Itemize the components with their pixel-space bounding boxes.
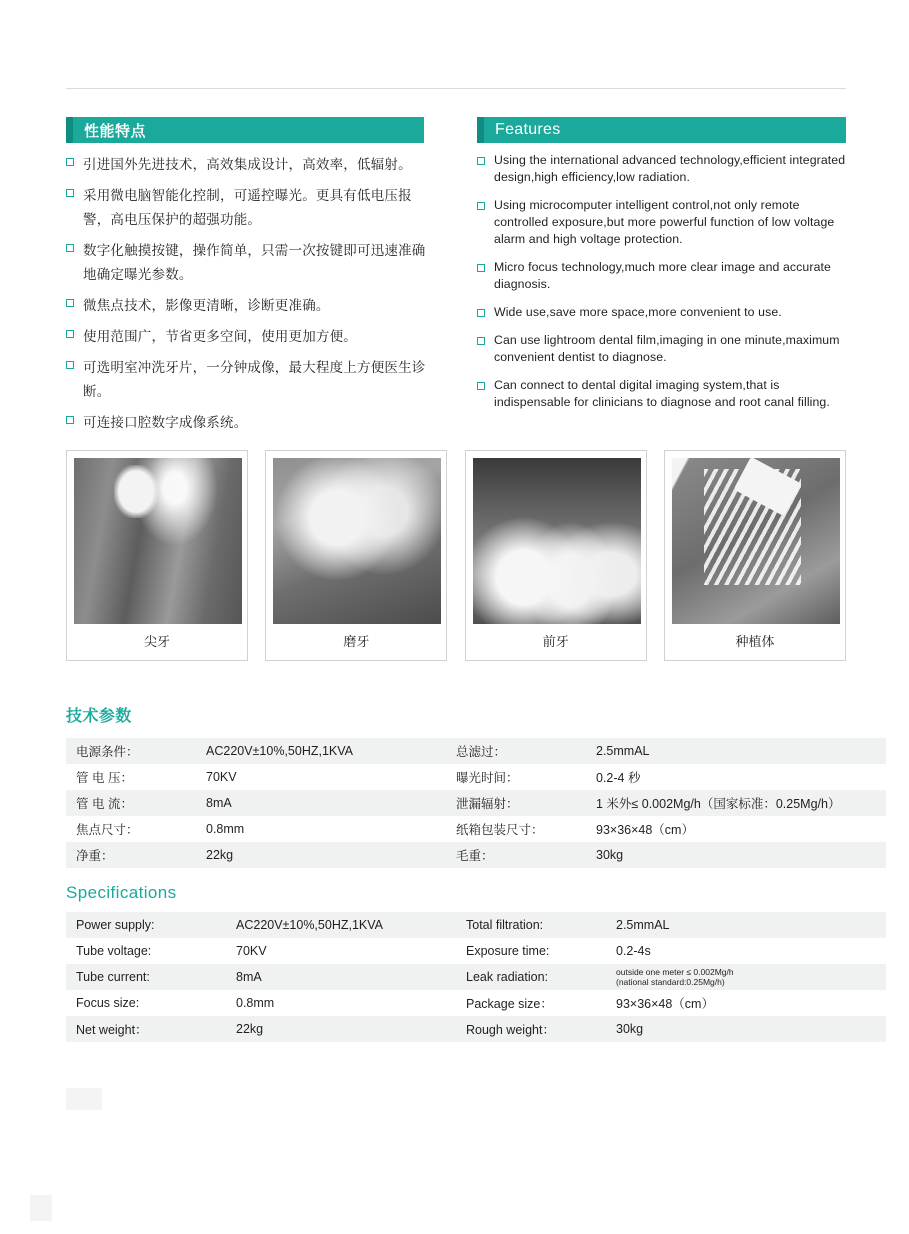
cell-label: Package size： bbox=[456, 990, 606, 1016]
cell-value: 1 米外≤ 0.002Mg/h（国家标准：0.25Mg/h） bbox=[586, 790, 886, 816]
cell-value: 93×36×48（cm） bbox=[586, 816, 886, 842]
cell-label: 焦点尺寸： bbox=[66, 816, 196, 842]
gallery-item-caption: 种植体 bbox=[735, 634, 775, 649]
cell-value: 0.2-4 秒 bbox=[586, 764, 886, 790]
features-en-list bbox=[477, 152, 852, 422]
list-item bbox=[477, 152, 852, 186]
features-cn-header-label: 性能特点 bbox=[84, 122, 147, 140]
gallery-item bbox=[66, 450, 248, 661]
cell-value: 70KV bbox=[226, 938, 456, 964]
gallery-item-caption: 尖牙 bbox=[143, 634, 170, 649]
list-item bbox=[477, 197, 852, 248]
list-item bbox=[66, 356, 438, 404]
checkbox-bullet-icon bbox=[477, 202, 485, 210]
list-item bbox=[66, 294, 438, 318]
list-item bbox=[477, 304, 852, 321]
table-row bbox=[66, 938, 886, 964]
checkbox-bullet-icon bbox=[66, 361, 74, 369]
cell-label: Exposure time: bbox=[456, 938, 606, 964]
checkbox-bullet-icon bbox=[66, 244, 74, 252]
list-item-label: Using microcomputer intelligent control,not only remote controlled exposure,but more powerful function of low voltage alarm and high voltage protection. bbox=[494, 198, 835, 246]
list-item-label: Using the international advanced technology,efficient integrated design,high efficiency,low radiation. bbox=[494, 153, 846, 184]
cell-value: 22kg bbox=[196, 842, 446, 868]
list-item-label: 使用范围广，节省更多空间，使用更加方便。 bbox=[83, 329, 357, 344]
cell-label: Total filtration: bbox=[456, 912, 606, 938]
list-item bbox=[66, 325, 438, 349]
list-item bbox=[477, 332, 852, 366]
list-item-label: 引进国外先进技术，高效集成设计，高效率，低辐射。 bbox=[83, 157, 412, 172]
table-row bbox=[66, 842, 886, 868]
cell-value: AC220V±10%,50HZ,1KVA bbox=[226, 912, 456, 938]
list-item-label: Can connect to dental digital imaging system,that is indispensable for clinicians to diagnose and root canal filling. bbox=[494, 378, 830, 409]
cell-value: 8mA bbox=[196, 790, 446, 816]
spec-cn-title: 技术参数 bbox=[66, 708, 132, 725]
cell-label: 管 电 压： bbox=[66, 764, 196, 790]
list-item bbox=[66, 184, 438, 232]
cell-value: 2.5mmAL bbox=[606, 912, 886, 938]
gallery-item-caption: 前牙 bbox=[542, 634, 569, 649]
cell-label: 曝光时间： bbox=[446, 764, 586, 790]
list-item-label: 微焦点技术，影像更清晰，诊断更准确。 bbox=[83, 298, 330, 313]
table-row bbox=[66, 790, 886, 816]
checkbox-bullet-icon bbox=[66, 330, 74, 338]
cell-value: 8mA bbox=[226, 964, 456, 990]
checkbox-bullet-icon bbox=[66, 189, 74, 197]
cell-label: Tube current: bbox=[66, 964, 226, 990]
list-item bbox=[66, 411, 438, 435]
table-row bbox=[66, 764, 886, 790]
features-en-header-label: Features bbox=[495, 121, 561, 138]
header-accent-bar bbox=[477, 117, 484, 143]
list-item bbox=[477, 377, 852, 411]
list-item-label: Wide use,save more space,more convenient to use. bbox=[494, 305, 782, 319]
gallery-item-caption: 磨牙 bbox=[343, 634, 370, 649]
list-item bbox=[477, 259, 852, 293]
features-en-header bbox=[477, 117, 846, 143]
list-item-label: 数字化触摸按键，操作简单，只需一次按键即可迅速准确地确定曝光参数。 bbox=[83, 243, 426, 282]
spec-en-table bbox=[66, 912, 886, 1042]
cell-value: 22kg bbox=[226, 1016, 456, 1042]
cell-value: 0.8mm bbox=[196, 816, 446, 842]
cell-label: 净重： bbox=[66, 842, 196, 868]
page-artifact bbox=[66, 1088, 102, 1110]
gallery-item bbox=[465, 450, 647, 661]
list-item-label: 可选明室冲洗牙片，一分钟成像，最大程度上方便医生诊断。 bbox=[83, 360, 426, 399]
gallery-item bbox=[664, 450, 846, 661]
page-artifact bbox=[30, 1195, 52, 1221]
xray-canine-image bbox=[74, 458, 242, 624]
checkbox-bullet-icon bbox=[477, 382, 485, 390]
cell-value: 2.5mmAL bbox=[586, 738, 886, 764]
table-row bbox=[66, 738, 886, 764]
xray-implant-image bbox=[672, 458, 840, 624]
cell-label: Power supply: bbox=[66, 912, 226, 938]
table-row bbox=[66, 990, 886, 1016]
cell-value: 0.2-4s bbox=[606, 938, 886, 964]
checkbox-bullet-icon bbox=[477, 309, 485, 317]
table-row bbox=[66, 964, 886, 990]
cell-label: Net weight： bbox=[66, 1016, 226, 1042]
checkbox-bullet-icon bbox=[477, 264, 485, 272]
cell-label: Leak radiation: bbox=[456, 964, 606, 990]
xray-anterior-image bbox=[473, 458, 641, 624]
cell-label: Tube voltage: bbox=[66, 938, 226, 964]
list-item-label: Micro focus technology,much more clear image and accurate diagnosis. bbox=[494, 260, 831, 291]
spec-cn-table bbox=[66, 738, 886, 868]
checkbox-bullet-icon bbox=[66, 416, 74, 424]
cell-label: Rough weight： bbox=[456, 1016, 606, 1042]
checkbox-bullet-icon bbox=[66, 158, 74, 166]
list-item bbox=[66, 239, 438, 287]
cell-value: 30kg bbox=[606, 1016, 886, 1042]
cell-value: AC220V±10%,50HZ,1KVA bbox=[196, 738, 446, 764]
top-divider bbox=[66, 88, 846, 89]
cell-value: 93×36×48（cm） bbox=[606, 990, 886, 1016]
checkbox-bullet-icon bbox=[477, 157, 485, 165]
gallery-item bbox=[265, 450, 447, 661]
cell-value: 70KV bbox=[196, 764, 446, 790]
checkbox-bullet-icon bbox=[66, 299, 74, 307]
cell-label: Focus size: bbox=[66, 990, 226, 1016]
list-item-label: Can use lightroom dental film,imaging in one minute,maximum convenient dentist to diagnose. bbox=[494, 333, 840, 364]
features-cn-list bbox=[66, 153, 438, 442]
header-accent-bar bbox=[66, 117, 73, 143]
list-item bbox=[66, 153, 438, 177]
list-item-label: 采用微电脑智能化控制，可遥控曝光。更具有低电压报警，高电压保护的超强功能。 bbox=[83, 188, 412, 227]
cell-value-line1: outside one meter ≤ 0.002Mg/h bbox=[616, 967, 734, 977]
features-cn-header bbox=[66, 117, 424, 143]
cell-label: 泄漏辐射： bbox=[446, 790, 586, 816]
cell-label: 毛重： bbox=[446, 842, 586, 868]
xray-gallery bbox=[66, 450, 846, 661]
cell-value: 0.8mm bbox=[226, 990, 456, 1016]
xray-molar-image bbox=[273, 458, 441, 624]
table-row bbox=[66, 816, 886, 842]
cell-label: 纸箱包装尺寸： bbox=[446, 816, 586, 842]
list-item-label: 可连接口腔数字成像系统。 bbox=[83, 415, 248, 430]
table-row bbox=[66, 912, 886, 938]
cell-label: 管 电 流： bbox=[66, 790, 196, 816]
cell-value-line2: (national standard:0.25Mg/h) bbox=[616, 977, 725, 987]
cell-value: 30kg bbox=[586, 842, 886, 868]
spec-en-title: Specifications bbox=[66, 883, 177, 902]
cell-label: 总滤过： bbox=[446, 738, 586, 764]
cell-label: 电源条件： bbox=[66, 738, 196, 764]
table-row bbox=[66, 1016, 886, 1042]
cell-value-multiline bbox=[606, 964, 886, 990]
checkbox-bullet-icon bbox=[477, 337, 485, 345]
